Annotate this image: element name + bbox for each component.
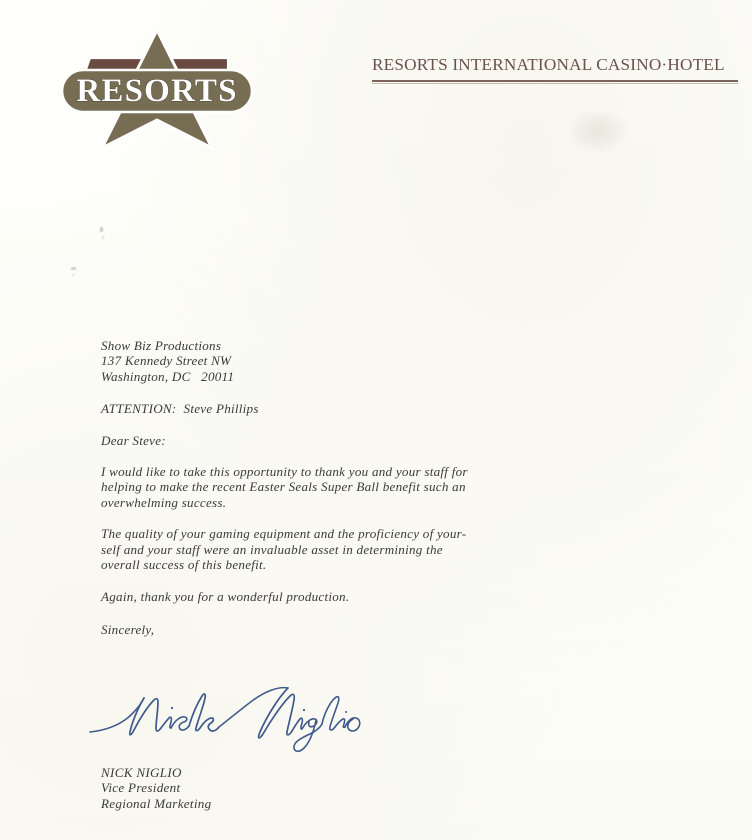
handwritten-signature bbox=[88, 676, 418, 756]
scan-artifact-speck bbox=[72, 274, 75, 276]
attention-line: ATTENTION: Steve Phillips bbox=[101, 401, 259, 417]
recipient-street: 137 Kennedy Street NW bbox=[101, 353, 232, 369]
letterhead bbox=[0, 0, 752, 160]
signer-title: Vice President bbox=[101, 780, 181, 796]
paragraph-2: The quality of your gaming equipment and the proficiency of your- self and your staff were an invaluable asset in determining the overall success of this benefit. bbox=[101, 526, 467, 573]
resorts-star-logo bbox=[52, 28, 262, 150]
header-divider bbox=[372, 80, 738, 82]
recipient-address bbox=[101, 338, 661, 384]
salutation: Dear Steve: bbox=[101, 432, 166, 448]
sign-off: Sincerely, bbox=[101, 621, 155, 637]
paragraph-3: Again, thank you for a wonderful production. bbox=[101, 589, 350, 605]
signer-department: Regional Marketing bbox=[101, 795, 212, 811]
recipient-name: Show Biz Productions bbox=[101, 338, 222, 353]
signer-name: NICK NIGLIO bbox=[101, 765, 182, 780]
logo-wordmark: RESORTS bbox=[76, 73, 238, 109]
letter-body bbox=[101, 338, 661, 637]
paragraph-1: I would like to take this opportunity to thank you and your staff for helping to make the recent Easter Seals Super Ball benefit such an overwhelming success. bbox=[101, 464, 468, 510]
signature-block bbox=[101, 765, 212, 811]
scan-artifact-speck bbox=[71, 267, 76, 270]
recipient-city-state-zip: Washington, DC 20011 bbox=[101, 368, 235, 384]
scan-artifact-speck bbox=[100, 227, 103, 232]
company-name: RESORTS INTERNATIONAL CASINO·HOTEL bbox=[372, 55, 725, 74]
scan-artifact-speck bbox=[102, 236, 104, 239]
